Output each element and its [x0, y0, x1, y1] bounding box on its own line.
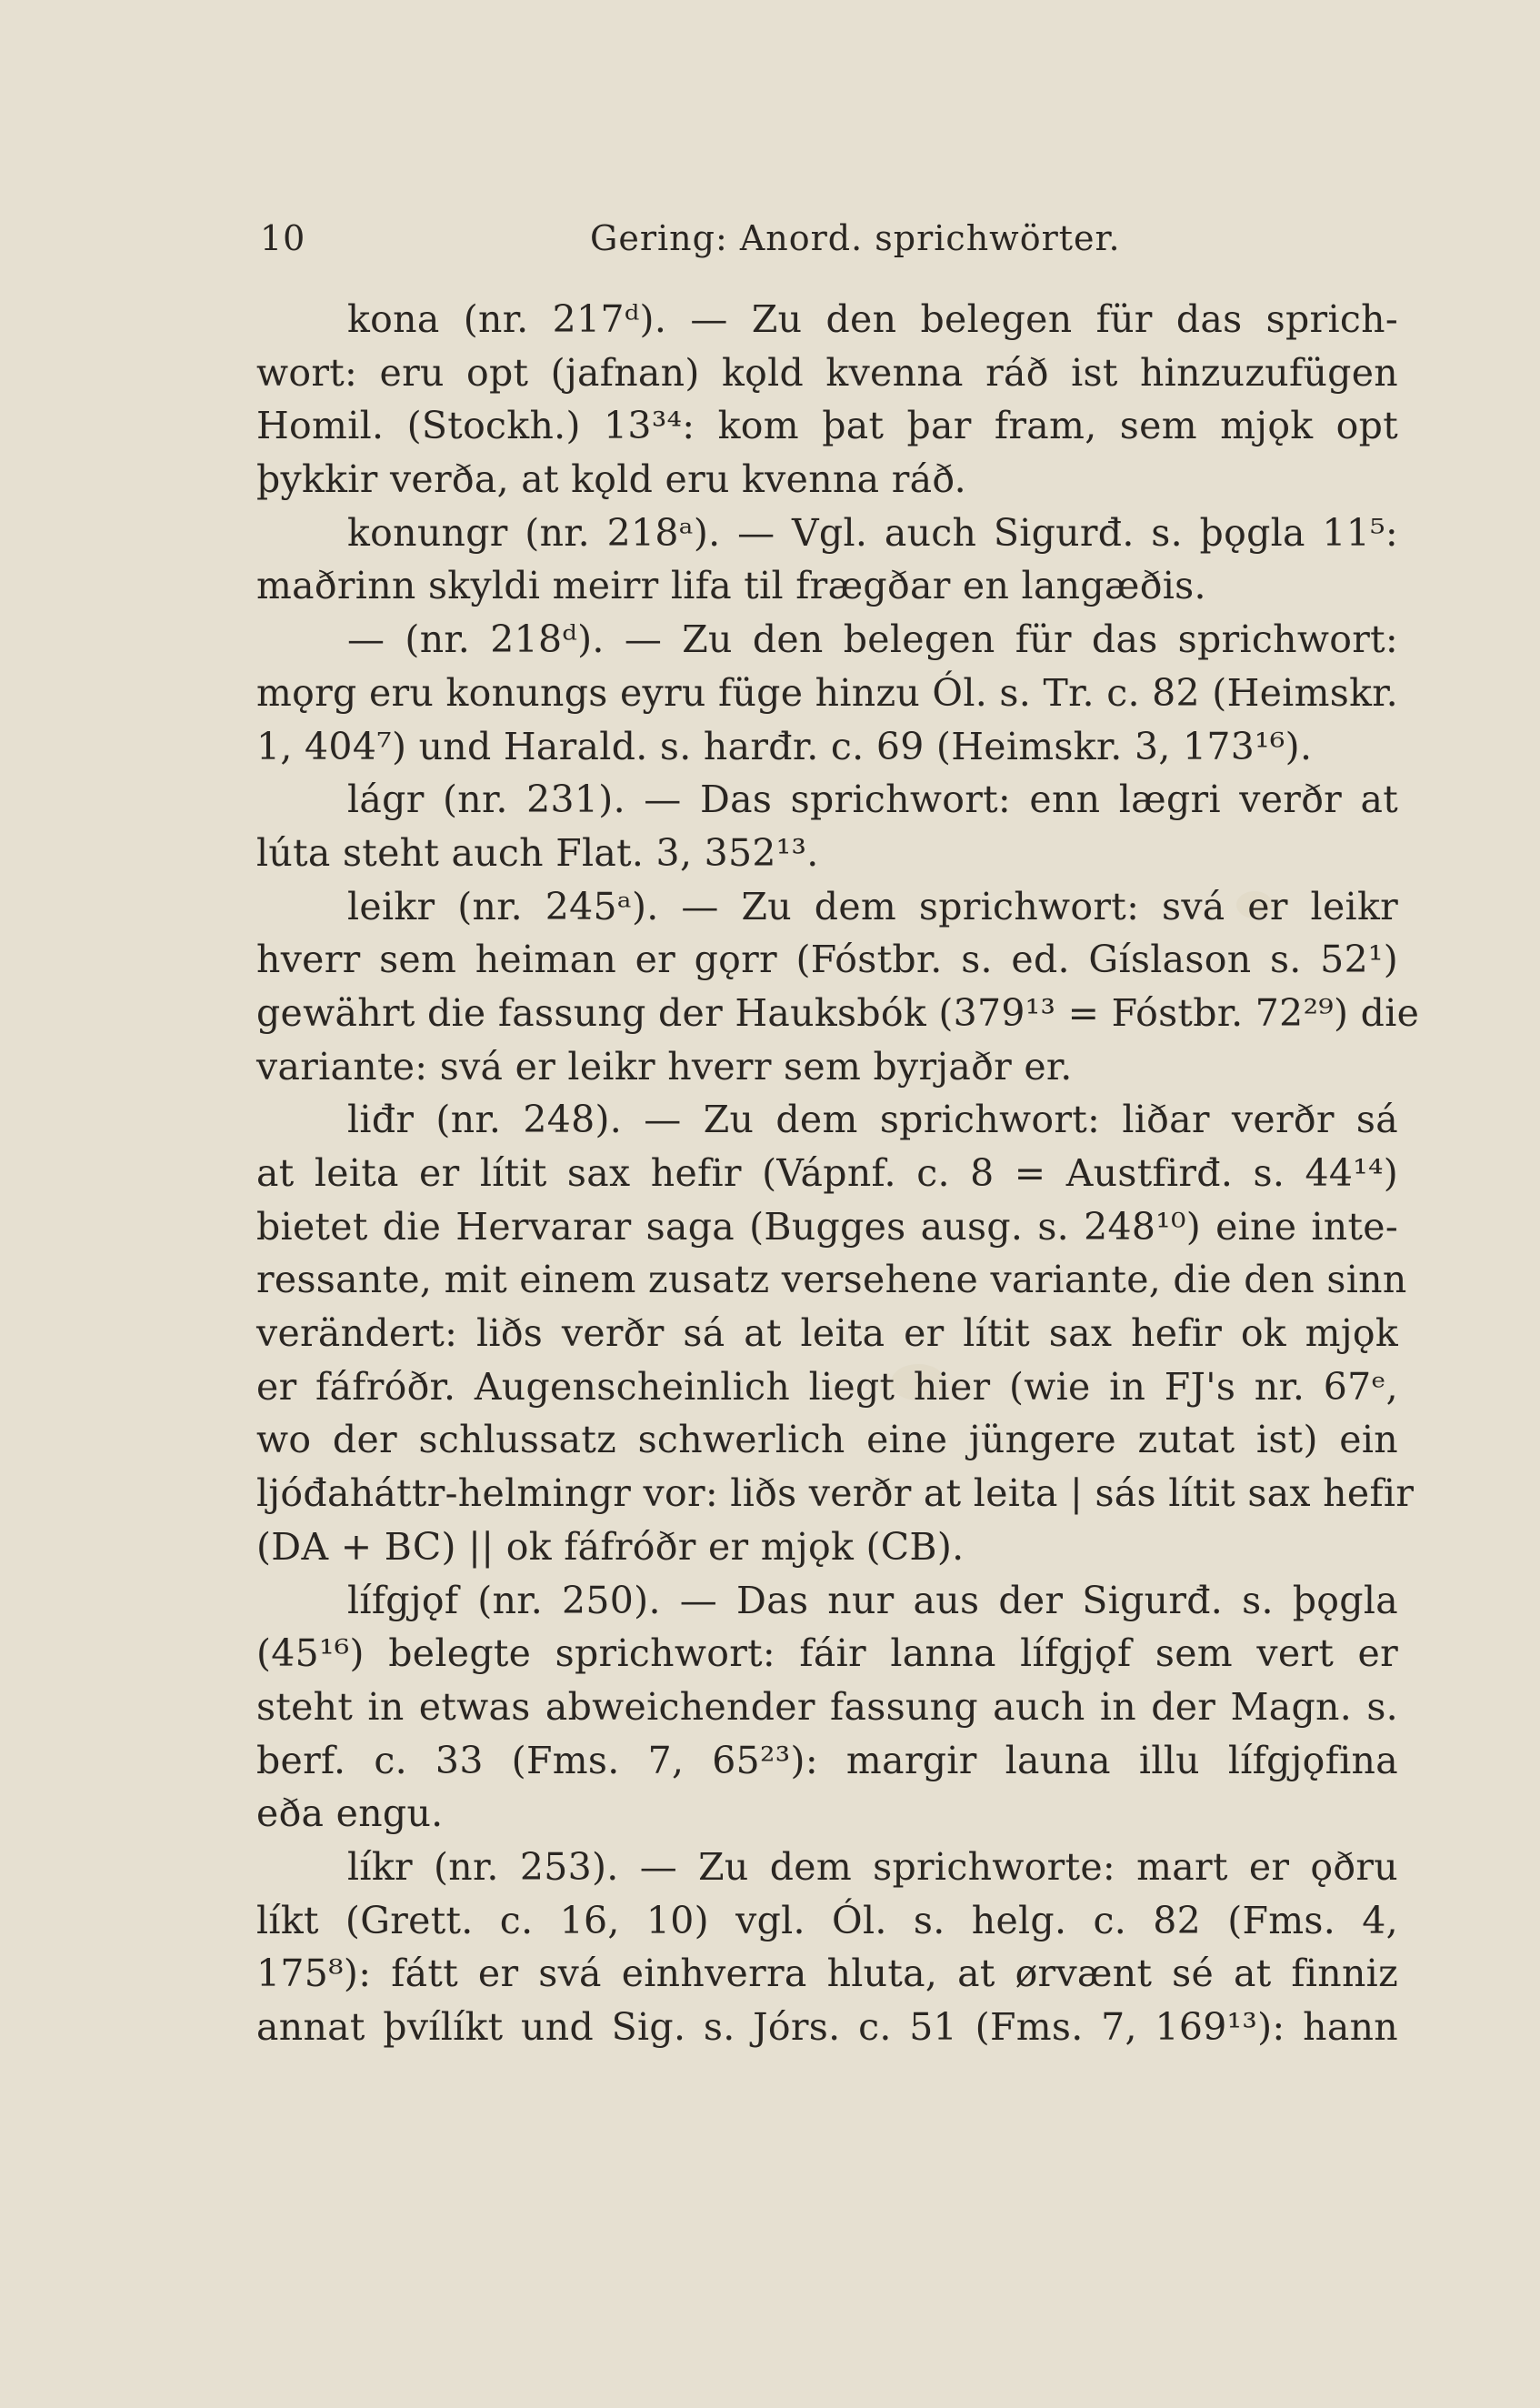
text-line: bietet die Hervarar saga (Bugges ausg. s. 248¹⁰) eine inte-	[256, 1204, 1398, 1249]
text-line: wort: eru opt (jafnan) kǫld kvenna ráð ist hinzuzufügen	[256, 350, 1398, 395]
text-line: berf. c. 33 (Fms. 7, 65²³): margir launa illu lífgjǫfina	[256, 1738, 1398, 1782]
text-line: konungr (nr. 218ᵃ). — Vgl. auch Sigurđ. s. þǫgla 11⁵:	[347, 510, 1398, 555]
body-text	[256, 293, 1420, 2054]
running-header	[260, 211, 1396, 266]
running-title: Gering: Anord. sprichwörter.	[590, 218, 1121, 258]
text-line: 1, 404⁷) und Harald. s. harđr. c. 69 (Heimskr. 3, 173¹⁶).	[256, 724, 1313, 768]
text-line: at leita er lítit sax hefir (Vápnf. c. 8 = Austfirđ. s. 44¹⁴)	[256, 1151, 1398, 1195]
text-line: steht in etwas abweichender fassung auch in der Magn. s.	[256, 1684, 1398, 1729]
text-line: Homil. (Stockh.) 13³⁴: kom þat þar fram, sem mjǫk opt	[256, 404, 1398, 448]
text-line: hverr sem heiman er gǫrr (Fóstbr. s. ed. Gíslason s. 52¹)	[256, 938, 1398, 982]
text-line: — (nr. 218ᵈ). — Zu den belegen für das sprichwort:	[347, 617, 1398, 662]
text-line: wo der schlussatz schwerlich eine jüngere zutat ist) ein	[256, 1418, 1398, 1462]
page-number: 10	[260, 218, 306, 258]
text-line: líkr (nr. 253). — Zu dem sprichworte: mart er ǫðru	[347, 1844, 1398, 1889]
text-line: þykkir verða, at kǫld eru kvenna ráð.	[256, 457, 966, 502]
text-line: lúta steht auch Flat. 3, 352¹³.	[256, 830, 819, 875]
text-line: er fáfróðr. Augenscheinlich liegt hier (wie in FJ's nr. 67ᵉ,	[256, 1364, 1398, 1409]
text-line: líkt (Grett. c. 16, 10) vgl. Ól. s. helg. c. 82 (Fms. 4,	[256, 1898, 1398, 1942]
text-line: ressante, mit einem zusatz versehene variante, die den sinn	[256, 1258, 1407, 1302]
text-line: eða engu.	[256, 1791, 444, 1836]
text-line: variante: svá er leikr hverr sem byrjaðr er.	[256, 1044, 1073, 1089]
text-line: ljóđaháttr-helmingr vor: liðs verðr at leita | sás lítit sax hefir	[256, 1471, 1415, 1516]
text-line: leikr (nr. 245ᵃ). — Zu dem sprichwort: svá er leikr	[347, 884, 1398, 928]
text-line: (DA + BC) || ok fáfróðr er mjǫk (CB).	[256, 1524, 965, 1569]
text-line: kona (nr. 217ᵈ). — Zu den belegen für das sprich-	[347, 297, 1398, 341]
text-line: verändert: liðs verðr sá at leita er lítit sax hefir ok mjǫk	[256, 1311, 1398, 1356]
text-line: lífgjǫf (nr. 250). — Das nur aus der Sigurđ. s. þǫgla	[347, 1578, 1398, 1622]
text-line: (45¹⁶) belegte sprichwort: fáir lanna lífgjǫf sem vert er	[256, 1631, 1398, 1676]
text-line: liđr (nr. 248). — Zu dem sprichwort: liðar verðr sá	[347, 1098, 1398, 1142]
text-line: 175⁸): fátt er svá einhverra hluta, at ørvænt sé at finniz	[256, 1951, 1398, 1996]
text-line: maðrinn skyldi meirr lifa til frægðar en langæðis.	[256, 564, 1206, 608]
text-line: gewährt die fassung der Hauksbók (379¹³ = Fóstbr. 72²⁹) die	[256, 990, 1420, 1035]
text-line: mǫrg eru konungs eyru füge hinzu Ól. s. Tr. c. 82 (Heimskr.	[256, 670, 1398, 715]
text-line: annat þvílíkt und Sig. s. Jórs. c. 51 (Fms. 7, 169¹³): hann	[256, 2005, 1398, 2049]
text-line: lágr (nr. 231). — Das sprichwort: enn lægri verðr at	[347, 778, 1398, 822]
